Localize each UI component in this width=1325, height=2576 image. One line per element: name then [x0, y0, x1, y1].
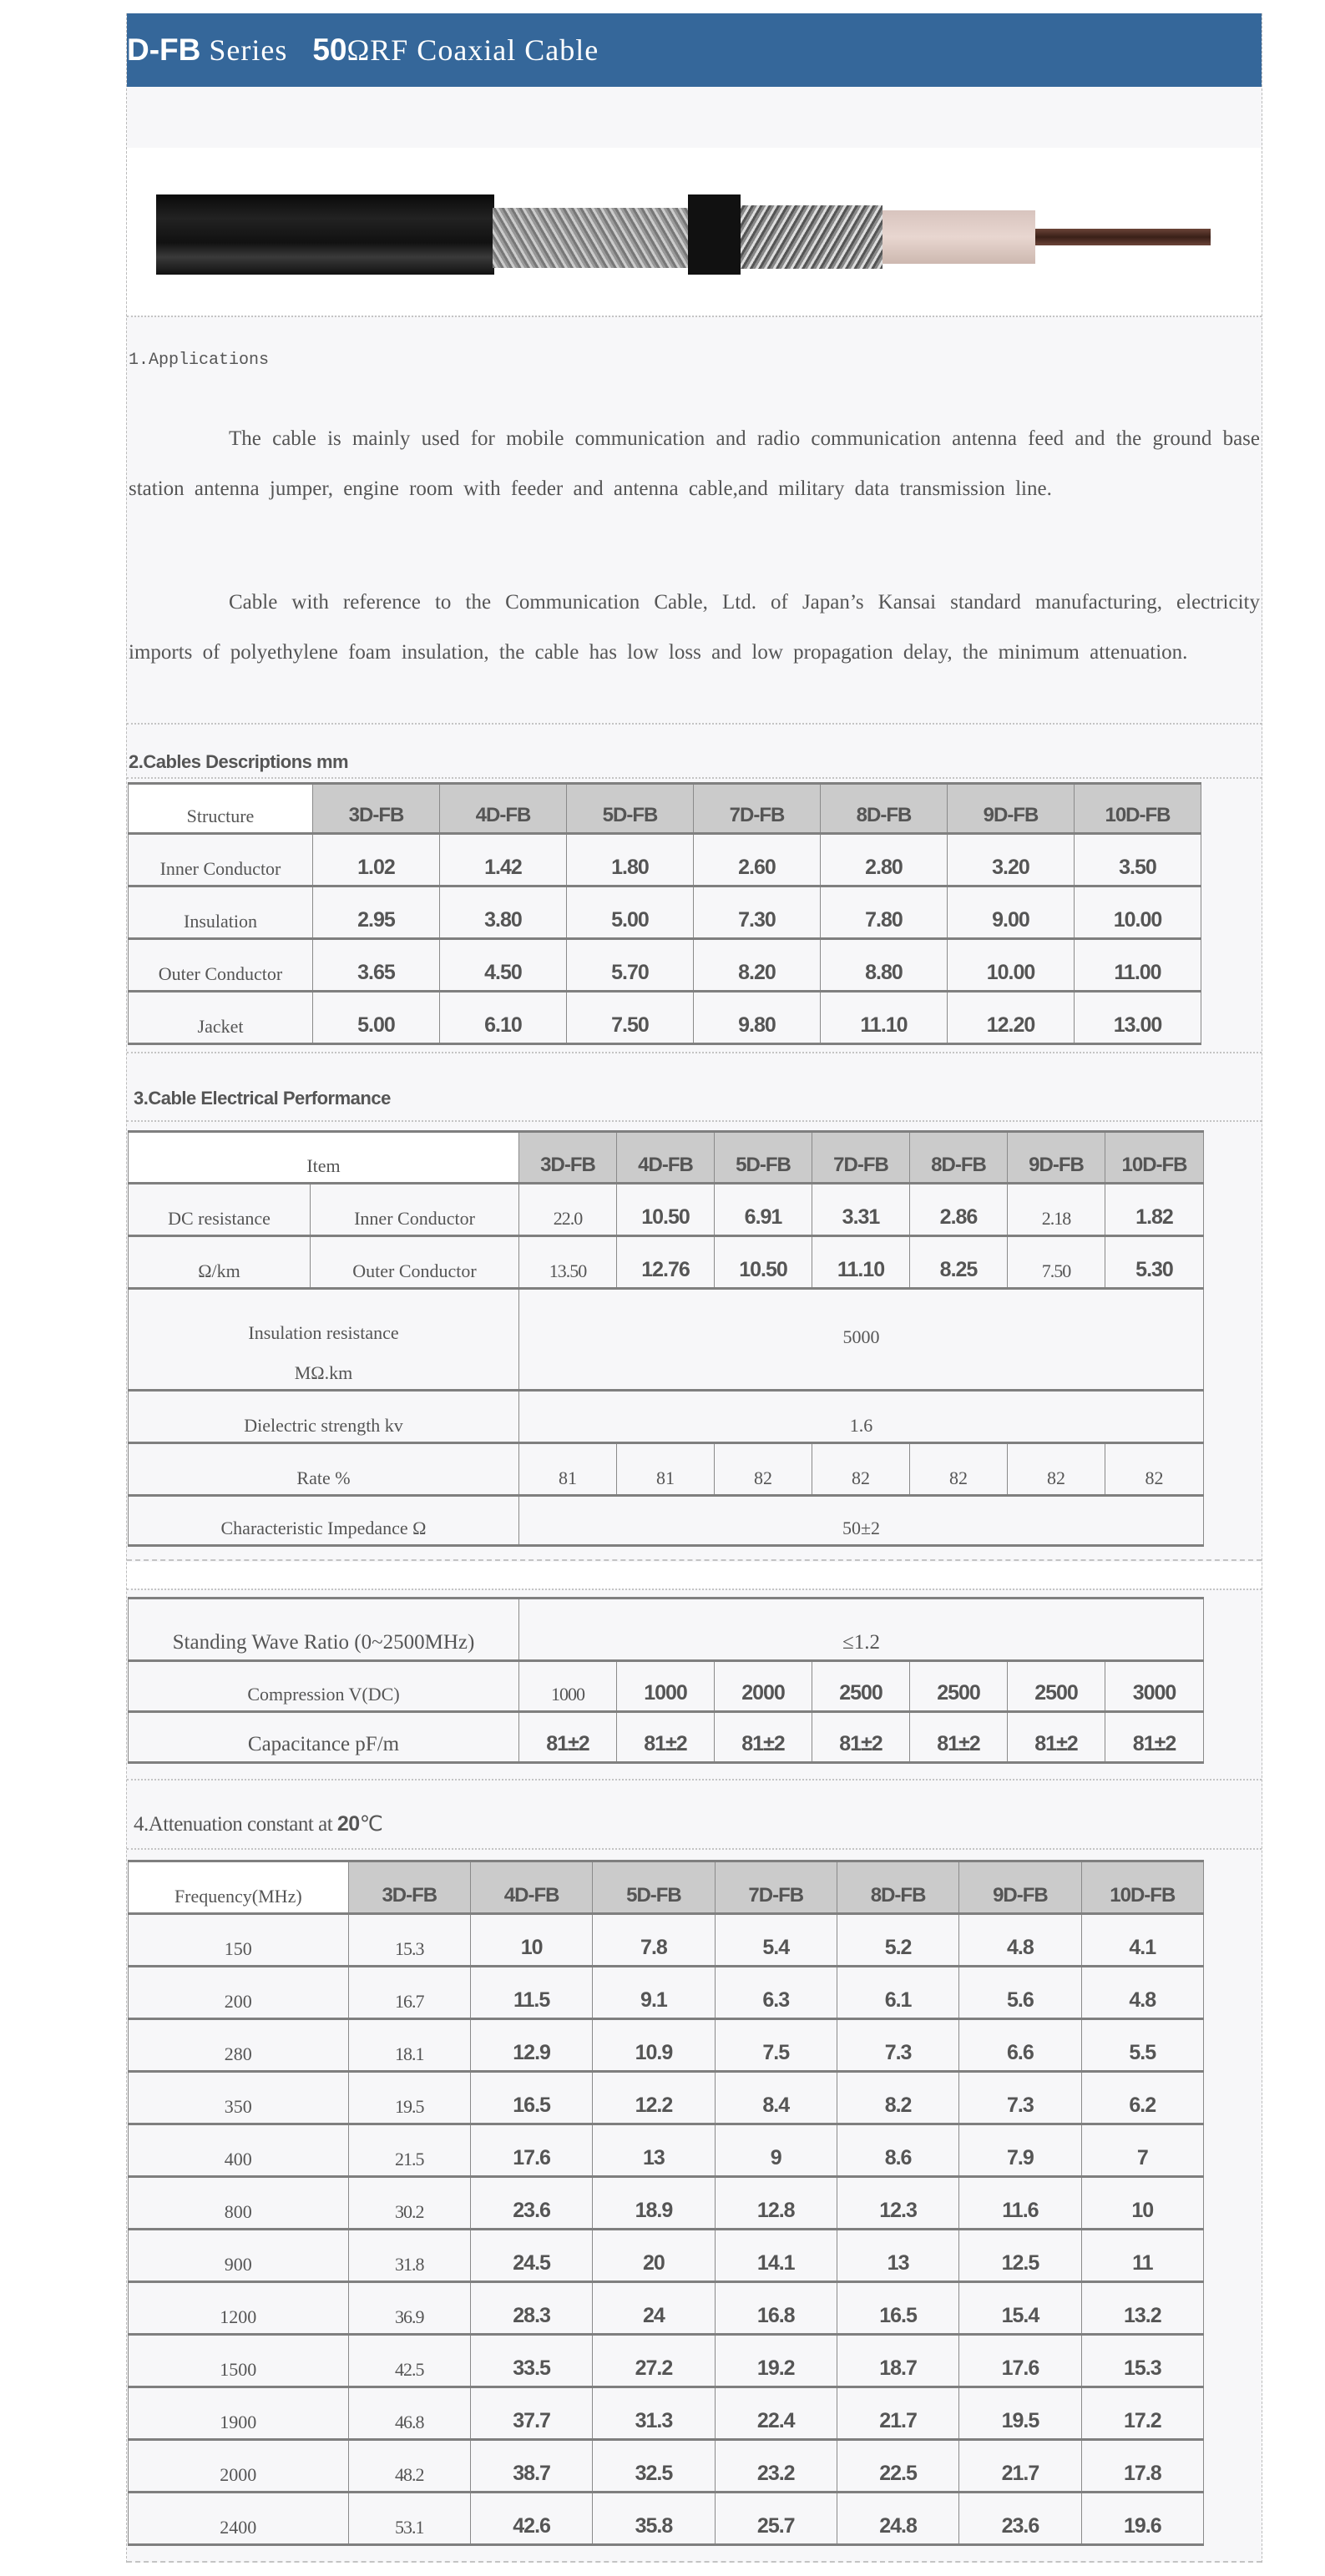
table-cell: 3.50 — [1075, 834, 1201, 886]
compression-label: Compression V(DC) — [129, 1661, 519, 1712]
electrical-table — [128, 1130, 1204, 1547]
frequency-cell: 2000 — [129, 2440, 349, 2493]
table-cell: 5.30 — [1105, 1236, 1204, 1289]
table-cell: 10.9 — [593, 2019, 715, 2072]
table-cell: 13 — [837, 2230, 958, 2282]
table-cell: 82 — [910, 1443, 1008, 1496]
table-row — [129, 886, 1201, 939]
column-header-10d-fb: 10D-FB — [1075, 784, 1201, 834]
attenuation-table — [128, 1860, 1204, 2546]
cable-inner-conductor — [1035, 229, 1211, 245]
table-cell: 1000 — [617, 1661, 715, 1712]
table-cell: 19.5 — [348, 2072, 470, 2124]
table-cell: 23.6 — [959, 2493, 1081, 2545]
frequency-cell: 400 — [129, 2124, 349, 2177]
divider — [127, 316, 1262, 317]
table-cell: 82 — [812, 1443, 910, 1496]
table-cell: 42.6 — [470, 2493, 592, 2545]
table-cell: 9.00 — [948, 886, 1075, 939]
table-cell: 82 — [1105, 1443, 1204, 1496]
table-cell: 12.3 — [837, 2177, 958, 2230]
dc-inner-row — [129, 1184, 1204, 1236]
column-header-8d-fb: 8D-FB — [837, 1861, 958, 1914]
table-cell: 8.2 — [837, 2072, 958, 2124]
table-cell: 81 — [617, 1443, 715, 1496]
header-structure: Structure — [129, 784, 313, 834]
table-cell: 7.50 — [1008, 1236, 1105, 1289]
table-cell: 3000 — [1105, 1661, 1204, 1712]
table-cell: 2500 — [1008, 1661, 1105, 1712]
cable-inner-braid — [741, 205, 882, 269]
table-row — [129, 2387, 1204, 2440]
divider — [127, 1052, 1262, 1053]
table-cell: 7.80 — [821, 886, 948, 939]
attenuation-heading — [134, 1811, 382, 1836]
table-cell: 12.9 — [470, 2019, 592, 2072]
table-cell: 48.2 — [348, 2440, 470, 2493]
table-cell: 10 — [1081, 2177, 1203, 2230]
table-row — [129, 939, 1201, 992]
table-cell: 16.5 — [470, 2072, 592, 2124]
insulation-row — [129, 1289, 1204, 1391]
table-cell: 10.50 — [617, 1184, 715, 1236]
column-header-5d-fb: 5D-FB — [715, 1132, 812, 1184]
frequency-cell: 280 — [129, 2019, 349, 2072]
table-cell: 5.00 — [313, 992, 440, 1044]
column-header-5d-fb: 5D-FB — [593, 1861, 715, 1914]
table-header-row — [129, 1132, 1204, 1184]
table-cell: 8.20 — [694, 939, 821, 992]
inner-conductor-label: Inner Conductor — [311, 1184, 519, 1236]
table-cell: 14.1 — [715, 2230, 837, 2282]
section-gap — [127, 1562, 1262, 1589]
column-header-7d-fb: 7D-FB — [812, 1132, 910, 1184]
table-row — [129, 2177, 1204, 2230]
attenuation-heading-temp: 20 — [336, 1812, 360, 1836]
table-header-row — [129, 784, 1201, 834]
page-title — [127, 13, 1262, 87]
table-cell: 19.2 — [715, 2335, 837, 2387]
column-header-9d-fb: 9D-FB — [1008, 1132, 1105, 1184]
table-row — [129, 2124, 1204, 2177]
impedance-label: Characteristic Impedance Ω — [129, 1496, 519, 1546]
divider — [127, 1120, 1262, 1122]
cable-outer-braid — [493, 208, 689, 268]
table-cell: 5.70 — [567, 939, 694, 992]
divider — [127, 777, 1262, 779]
table-row — [129, 1914, 1204, 1967]
column-header-9d-fb: 9D-FB — [959, 1861, 1081, 1914]
table-cell: 31.3 — [593, 2387, 715, 2440]
table-cell: 11.10 — [821, 992, 948, 1044]
applications-heading: 1.Applications — [129, 351, 270, 370]
electrical-heading: 3.Cable Electrical Performance — [134, 1088, 391, 1109]
table-cell: 11.5 — [470, 1967, 592, 2019]
table-row — [129, 834, 1201, 886]
table-cell: 81±2 — [715, 1712, 812, 1763]
table-cell: 8.25 — [910, 1236, 1008, 1289]
table-cell: 12.2 — [593, 2072, 715, 2124]
table-cell: 18.7 — [837, 2335, 958, 2387]
table-cell: 24.8 — [837, 2493, 958, 2545]
table-cell: 22.4 — [715, 2387, 837, 2440]
row-label: Inner Conductor — [129, 834, 313, 886]
dc-resistance-label: DC resistance — [129, 1184, 311, 1236]
title-series-code: D-FB — [127, 33, 201, 67]
table-cell: 30.2 — [348, 2177, 470, 2230]
table-cell: 8.4 — [715, 2072, 837, 2124]
table-cell: 23.2 — [715, 2440, 837, 2493]
outer-conductor-label: Outer Conductor — [311, 1236, 519, 1289]
table-cell: 24 — [593, 2282, 715, 2335]
table-row — [129, 2440, 1204, 2493]
row-label: Outer Conductor — [129, 939, 313, 992]
column-header-3d-fb: 3D-FB — [313, 784, 440, 834]
table-cell: 24.5 — [470, 2230, 592, 2282]
table-cell: 22.0 — [519, 1184, 617, 1236]
table-cell: 16.8 — [715, 2282, 837, 2335]
product-spec-page — [126, 13, 1262, 2563]
row-label: Jacket — [129, 992, 313, 1044]
divider — [127, 1848, 1262, 1850]
table-cell: 4.50 — [440, 939, 567, 992]
table-cell: 1.82 — [1105, 1184, 1204, 1236]
applications-paragraph-2: Cable with reference to the Communication Cable, Ltd. of Japan’s Kansai standard manufacturing, electricity imports of polyethylene foam insulation, the cable has low loss and low propagation delay, the minimum attenuation. — [129, 591, 1260, 664]
divider — [127, 1779, 1262, 1780]
applications-paragraph-1: The cable is mainly used for mobile communication and radio communication antenna feed and the ground base station antenna jumper, engine room with feeder and antenna cable,and military data transmission line. — [129, 427, 1260, 500]
table-row — [129, 2230, 1204, 2282]
table-cell: 2500 — [812, 1661, 910, 1712]
table-cell: 6.6 — [959, 2019, 1081, 2072]
header-frequency: Frequency(MHz) — [129, 1861, 349, 1914]
table-cell: 11.10 — [812, 1236, 910, 1289]
table-cell: 25.7 — [715, 2493, 837, 2545]
table-cell: 22.5 — [837, 2440, 958, 2493]
table-cell: 33.5 — [470, 2335, 592, 2387]
column-header-3d-fb: 3D-FB — [348, 1861, 470, 1914]
table-cell: 15.3 — [348, 1914, 470, 1967]
table-cell: 12.8 — [715, 2177, 837, 2230]
table-cell: 81±2 — [617, 1712, 715, 1763]
title-series-word-text: Series — [209, 33, 288, 67]
insulation-resistance-label — [129, 1289, 519, 1391]
dielectric-row — [129, 1391, 1204, 1443]
table-cell: 7.5 — [715, 2019, 837, 2072]
table-cell: 21.7 — [959, 2440, 1081, 2493]
table-cell: 2.18 — [1008, 1184, 1105, 1236]
swr-value: ≤1.2 — [519, 1599, 1204, 1661]
table-cell: 18.1 — [348, 2019, 470, 2072]
column-header-7d-fb: 7D-FB — [694, 784, 821, 834]
table-cell: 11.00 — [1075, 939, 1201, 992]
divider — [127, 2561, 1262, 2563]
table-cell: 42.5 — [348, 2335, 470, 2387]
table-cell: 81±2 — [910, 1712, 1008, 1763]
table-cell: 2500 — [910, 1661, 1008, 1712]
table-cell: 20 — [593, 2230, 715, 2282]
divider — [127, 1589, 1262, 1590]
cable-jacket — [156, 194, 494, 275]
table-cell: 53.1 — [348, 2493, 470, 2545]
table-cell: 2000 — [715, 1661, 812, 1712]
table-cell: 7.3 — [959, 2072, 1081, 2124]
attenuation-heading-unit: ℃ — [359, 1813, 383, 1836]
table-cell: 17.6 — [959, 2335, 1081, 2387]
table-cell: 5.5 — [1081, 2019, 1203, 2072]
table-cell: 2.95 — [313, 886, 440, 939]
table-cell: 7.9 — [959, 2124, 1081, 2177]
compression-row — [129, 1661, 1204, 1712]
frequency-cell: 1900 — [129, 2387, 349, 2440]
table-cell: 5.2 — [837, 1914, 958, 1967]
frequency-cell: 1200 — [129, 2282, 349, 2335]
table-cell: 46.8 — [348, 2387, 470, 2440]
table-cell: 6.1 — [837, 1967, 958, 2019]
table-cell: 9 — [715, 2124, 837, 2177]
table-cell: 5.00 — [567, 886, 694, 939]
table-cell: 7.30 — [694, 886, 821, 939]
column-header-4d-fb: 4D-FB — [617, 1132, 715, 1184]
column-header-4d-fb: 4D-FB — [470, 1861, 592, 1914]
table-cell: 3.65 — [313, 939, 440, 992]
table-cell: 81±2 — [1105, 1712, 1204, 1763]
table-row — [129, 2019, 1204, 2072]
swr-row — [129, 1599, 1204, 1661]
table-cell: 2.86 — [910, 1184, 1008, 1236]
table-cell: 6.10 — [440, 992, 567, 1044]
table-cell: 36.9 — [348, 2282, 470, 2335]
table-cell: 5.4 — [715, 1914, 837, 1967]
frequency-cell: 1500 — [129, 2335, 349, 2387]
table-cell: 23.6 — [470, 2177, 592, 2230]
column-header-8d-fb: 8D-FB — [910, 1132, 1008, 1184]
table-cell: 10.00 — [948, 939, 1075, 992]
frequency-cell: 150 — [129, 1914, 349, 1967]
table-cell: 10.00 — [1075, 886, 1201, 939]
frequency-cell: 800 — [129, 2177, 349, 2230]
table-cell: 4.8 — [1081, 1967, 1203, 2019]
table-cell: 1000 — [519, 1661, 617, 1712]
frequency-cell: 200 — [129, 1967, 349, 2019]
table-cell: 1.80 — [567, 834, 694, 886]
table-cell: 9.1 — [593, 1967, 715, 2019]
table-cell: 18.9 — [593, 2177, 715, 2230]
frequency-cell: 2400 — [129, 2493, 349, 2545]
table-cell: 35.8 — [593, 2493, 715, 2545]
table-cell: 5.6 — [959, 1967, 1081, 2019]
title-impedance: 50 — [312, 33, 347, 67]
table-cell: 19.6 — [1081, 2493, 1203, 2545]
table-cell: 32.5 — [593, 2440, 715, 2493]
table-cell: 12.5 — [959, 2230, 1081, 2282]
table-cell: 8.80 — [821, 939, 948, 992]
table-cell: 19.5 — [959, 2387, 1081, 2440]
table-header-row — [129, 1861, 1204, 1914]
column-header-5d-fb: 5D-FB — [567, 784, 694, 834]
table-cell: 7.3 — [837, 2019, 958, 2072]
dc-resistance-unit: Ω/km — [129, 1236, 311, 1289]
table-cell: 12.20 — [948, 992, 1075, 1044]
table-row — [129, 992, 1201, 1044]
electrical-table-continued — [128, 1597, 1204, 1764]
table-cell: 4.1 — [1081, 1914, 1203, 1967]
capacitance-label: Capacitance pF/m — [129, 1712, 519, 1763]
dc-outer-row — [129, 1236, 1204, 1289]
insulation-resistance-value: 5000 — [519, 1289, 1204, 1391]
table-cell: 1.42 — [440, 834, 567, 886]
column-header-10d-fb: 10D-FB — [1081, 1861, 1203, 1914]
title-series-word — [200, 33, 312, 68]
attenuation-heading-text: 4.Attenuation constant at — [134, 1813, 337, 1836]
table-cell: 38.7 — [470, 2440, 592, 2493]
table-cell: 28.3 — [470, 2282, 592, 2335]
column-header-4d-fb: 4D-FB — [440, 784, 567, 834]
table-cell: 16.7 — [348, 1967, 470, 2019]
table-cell: 82 — [1008, 1443, 1105, 1496]
table-cell: 1.02 — [313, 834, 440, 886]
table-row — [129, 2072, 1204, 2124]
dielectric-strength-value: 1.6 — [519, 1391, 1204, 1443]
table-cell: 7.8 — [593, 1914, 715, 1967]
table-cell: 17.2 — [1081, 2387, 1203, 2440]
table-cell: 11.6 — [959, 2177, 1081, 2230]
table-cell: 8.6 — [837, 2124, 958, 2177]
table-row — [129, 2282, 1204, 2335]
row-label: Insulation — [129, 886, 313, 939]
column-header-3d-fb: 3D-FB — [519, 1132, 617, 1184]
divider — [127, 1559, 1262, 1561]
descriptions-heading: 2.Cables Descriptions mm — [129, 751, 349, 772]
column-header-7d-fb: 7D-FB — [715, 1861, 837, 1914]
title-rest: ΩRF Coaxial Cable — [346, 33, 599, 67]
table-cell: 81 — [519, 1443, 617, 1496]
table-cell: 7 — [1081, 2124, 1203, 2177]
rate-row — [129, 1443, 1204, 1496]
table-cell: 11 — [1081, 2230, 1203, 2282]
table-cell: 6.91 — [715, 1184, 812, 1236]
dielectric-strength-label: Dielectric strength kv — [129, 1391, 519, 1443]
table-row — [129, 1967, 1204, 2019]
insulation-unit: MΩ.km — [294, 1362, 353, 1383]
cable-insulation — [882, 210, 1035, 264]
table-cell: 21.7 — [837, 2387, 958, 2440]
table-cell: 17.6 — [470, 2124, 592, 2177]
table-cell: 2.80 — [821, 834, 948, 886]
cable-cross-section-image — [127, 148, 1262, 316]
impedance-value: 50±2 — [519, 1496, 1204, 1546]
table-cell: 6.2 — [1081, 2072, 1203, 2124]
cable-inner-jacket — [688, 194, 741, 275]
table-cell: 13 — [593, 2124, 715, 2177]
table-cell: 4.8 — [959, 1914, 1081, 1967]
table-cell: 3.31 — [812, 1184, 910, 1236]
table-cell: 81±2 — [1008, 1712, 1105, 1763]
table-cell: 16.5 — [837, 2282, 958, 2335]
table-cell: 81±2 — [812, 1712, 910, 1763]
table-cell: 3.20 — [948, 834, 1075, 886]
table-cell: 15.3 — [1081, 2335, 1203, 2387]
column-header-9d-fb: 9D-FB — [948, 784, 1075, 834]
table-cell: 2.60 — [694, 834, 821, 886]
rate-label: Rate % — [129, 1443, 519, 1496]
table-row — [129, 2493, 1204, 2545]
header-item: Item — [129, 1132, 519, 1184]
table-cell: 17.8 — [1081, 2440, 1203, 2493]
table-cell: 10 — [470, 1914, 592, 1967]
table-cell: 13.00 — [1075, 992, 1201, 1044]
table-cell: 7.50 — [567, 992, 694, 1044]
impedance-row — [129, 1496, 1204, 1546]
table-cell: 21.5 — [348, 2124, 470, 2177]
insulation-label-text: Insulation resistance — [248, 1322, 399, 1343]
swr-label: Standing Wave Ratio (0~2500MHz) — [129, 1599, 519, 1661]
column-header-10d-fb: 10D-FB — [1105, 1132, 1204, 1184]
capacitance-row — [129, 1712, 1204, 1763]
table-cell: 81±2 — [519, 1712, 617, 1763]
table-row — [129, 2335, 1204, 2387]
table-cell: 12.76 — [617, 1236, 715, 1289]
table-cell: 37.7 — [470, 2387, 592, 2440]
descriptions-table — [128, 782, 1201, 1045]
table-cell: 9.80 — [694, 992, 821, 1044]
table-cell: 3.80 — [440, 886, 567, 939]
table-cell: 31.8 — [348, 2230, 470, 2282]
table-cell: 27.2 — [593, 2335, 715, 2387]
frequency-cell: 350 — [129, 2072, 349, 2124]
table-cell: 82 — [715, 1443, 812, 1496]
table-cell: 15.4 — [959, 2282, 1081, 2335]
table-cell: 10.50 — [715, 1236, 812, 1289]
column-header-8d-fb: 8D-FB — [821, 784, 948, 834]
divider — [127, 723, 1262, 725]
frequency-cell: 900 — [129, 2230, 349, 2282]
table-cell: 13.50 — [519, 1236, 617, 1289]
table-cell: 13.2 — [1081, 2282, 1203, 2335]
table-cell: 6.3 — [715, 1967, 837, 2019]
